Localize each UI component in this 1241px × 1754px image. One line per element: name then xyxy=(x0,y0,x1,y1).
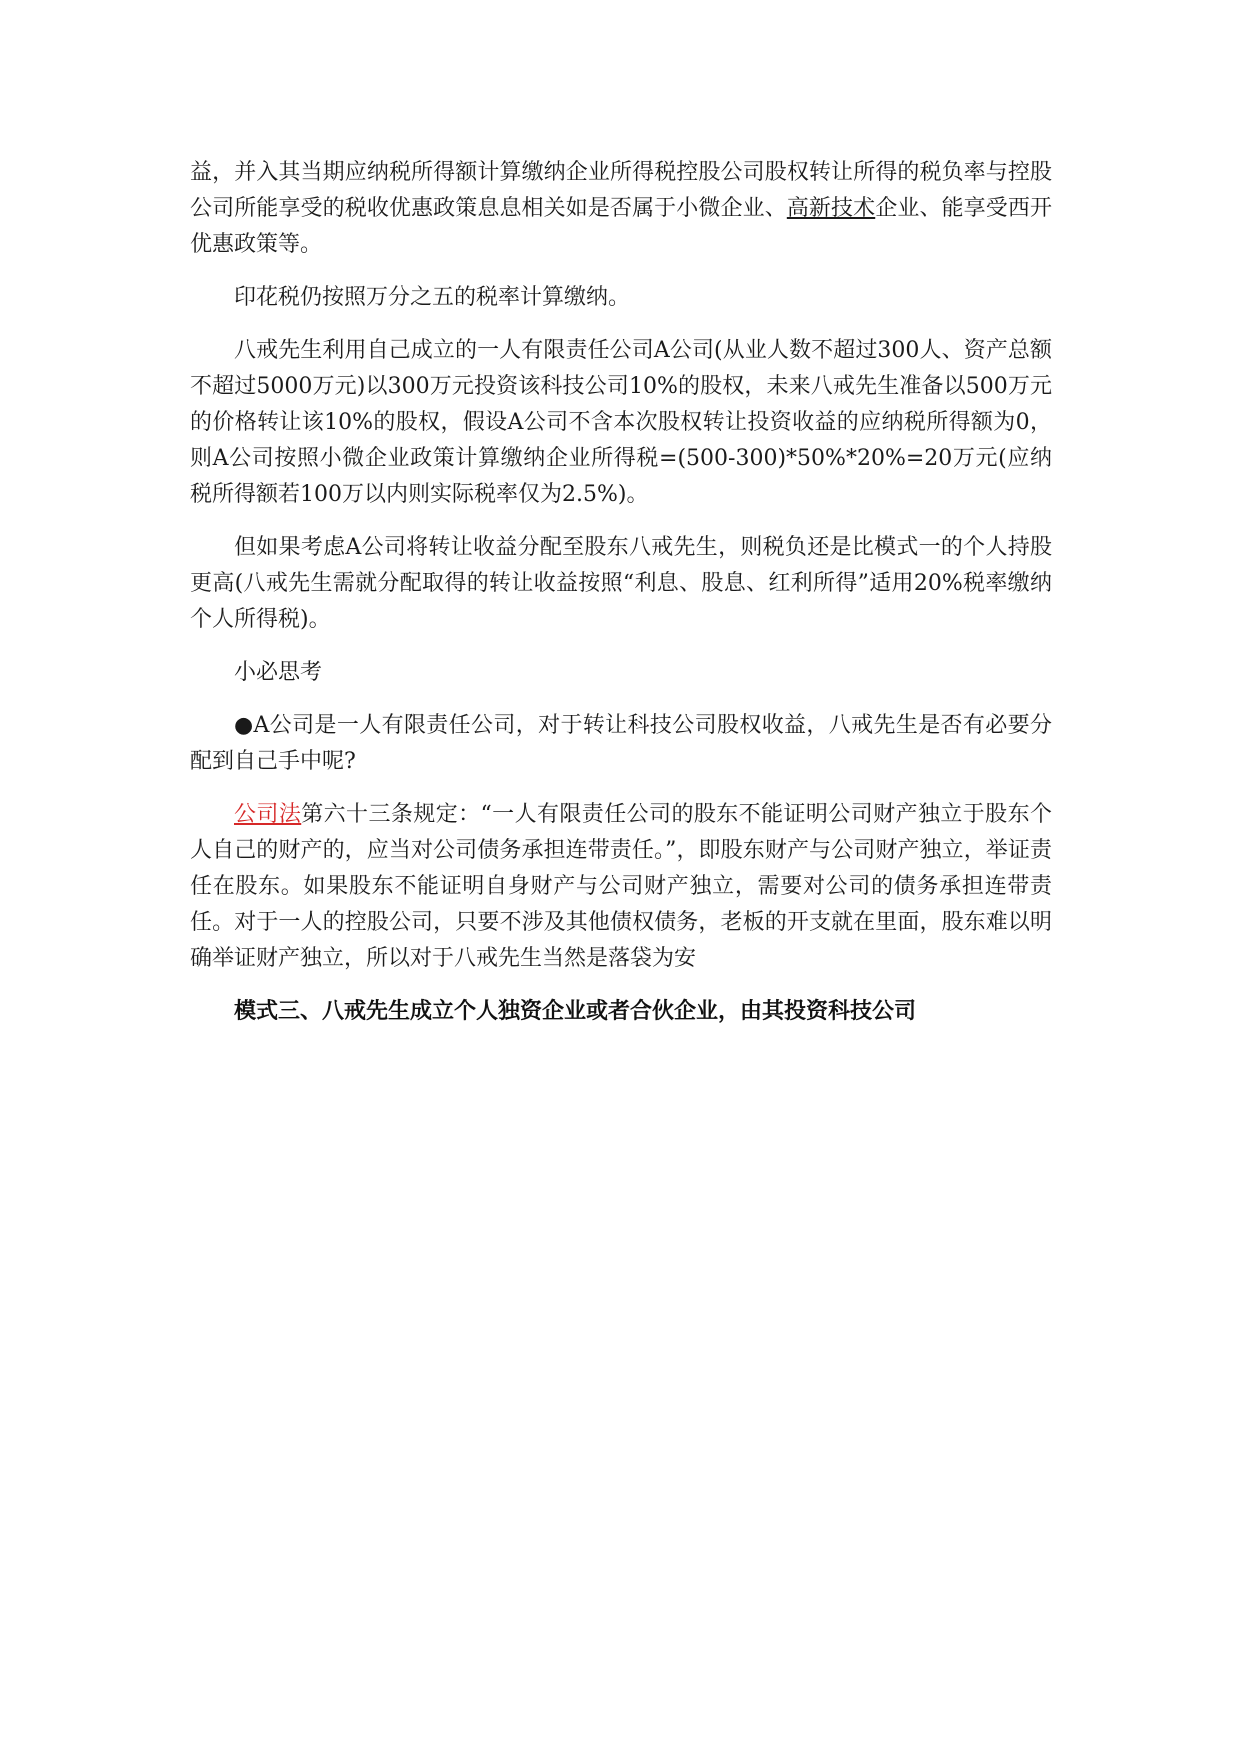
paragraph-company-a-example: 八戒先生利用自己成立的一人有限责任公司A公司(从业人数不超过300人、资产总额不超过5000万元)以300万元投资该科技公司10%的股权，未来八戒先生准备以500万元的价格转让该10%的股权，假设A公司不含本次股权转让投资收益的应纳税所得额为0，则A公司按照小微企业政策计算缴纳企业所得税=(500-300)*50%*20%=20万元(应纳税所得额若100万以内则实际税率仅为2.5%)。 xyxy=(190,338,1052,507)
paragraph-text: 第六十三条规定：“一人有限责任公司的股东不能证明公司财产独立于股东个人自己的财产的，应当对公司债务承担连带责任。”，即股东财产与公司财产独立，举证责任在股东。如果股东不能证明自身财产与公司财产独立，需要对公司的债务承担连带责任。对于一人的控股公司，只要不涉及其他债权债务，老板的开支就在里面，股东难以明确举证财产独立，所以对于八戒先生当然是落袋为安 xyxy=(190,802,1052,971)
paragraph-company-law xyxy=(190,797,1052,977)
paragraph-question-bullet: ●A公司是一人有限责任公司，对于转让科技公司股权收益，八戒先生是否有必要分配到自己手中呢? xyxy=(190,713,1052,774)
section-heading-mode-three: 模式三、八戒先生成立个人独资企业或者合伙企业，由其投资科技公司 xyxy=(234,999,917,1024)
company-law-link[interactable]: 公司法 xyxy=(234,802,302,827)
paragraph-text: 益，并入其当期应纳税所得额计算缴纳企业所得税控股公司股权转让所得的税负率与控股公司所能享受的税收优惠政策息息相关如是否属于小微企业、 xyxy=(190,160,1052,221)
high-tech-link[interactable]: 高新技术 xyxy=(786,196,876,221)
paragraph-distribution-tax: 但如果考虑A公司将转让收益分配至股东八戒先生，则税负还是比模式一的个人持股更高(八戒先生需就分配取得的转让收益按照“利息、股息、红利所得”适用20%税率缴纳个人所得税)。 xyxy=(190,535,1052,632)
paragraph-tax-burden xyxy=(190,155,1052,263)
paragraph-thinking-label: 小必思考 xyxy=(234,660,323,685)
paragraph-stamp-tax: 印花税仍按照万分之五的税率计算缴纳。 xyxy=(234,285,631,310)
document-page xyxy=(190,155,1052,1030)
paragraph-text: 企业、能享受西开优惠政策等。 xyxy=(190,196,1052,257)
